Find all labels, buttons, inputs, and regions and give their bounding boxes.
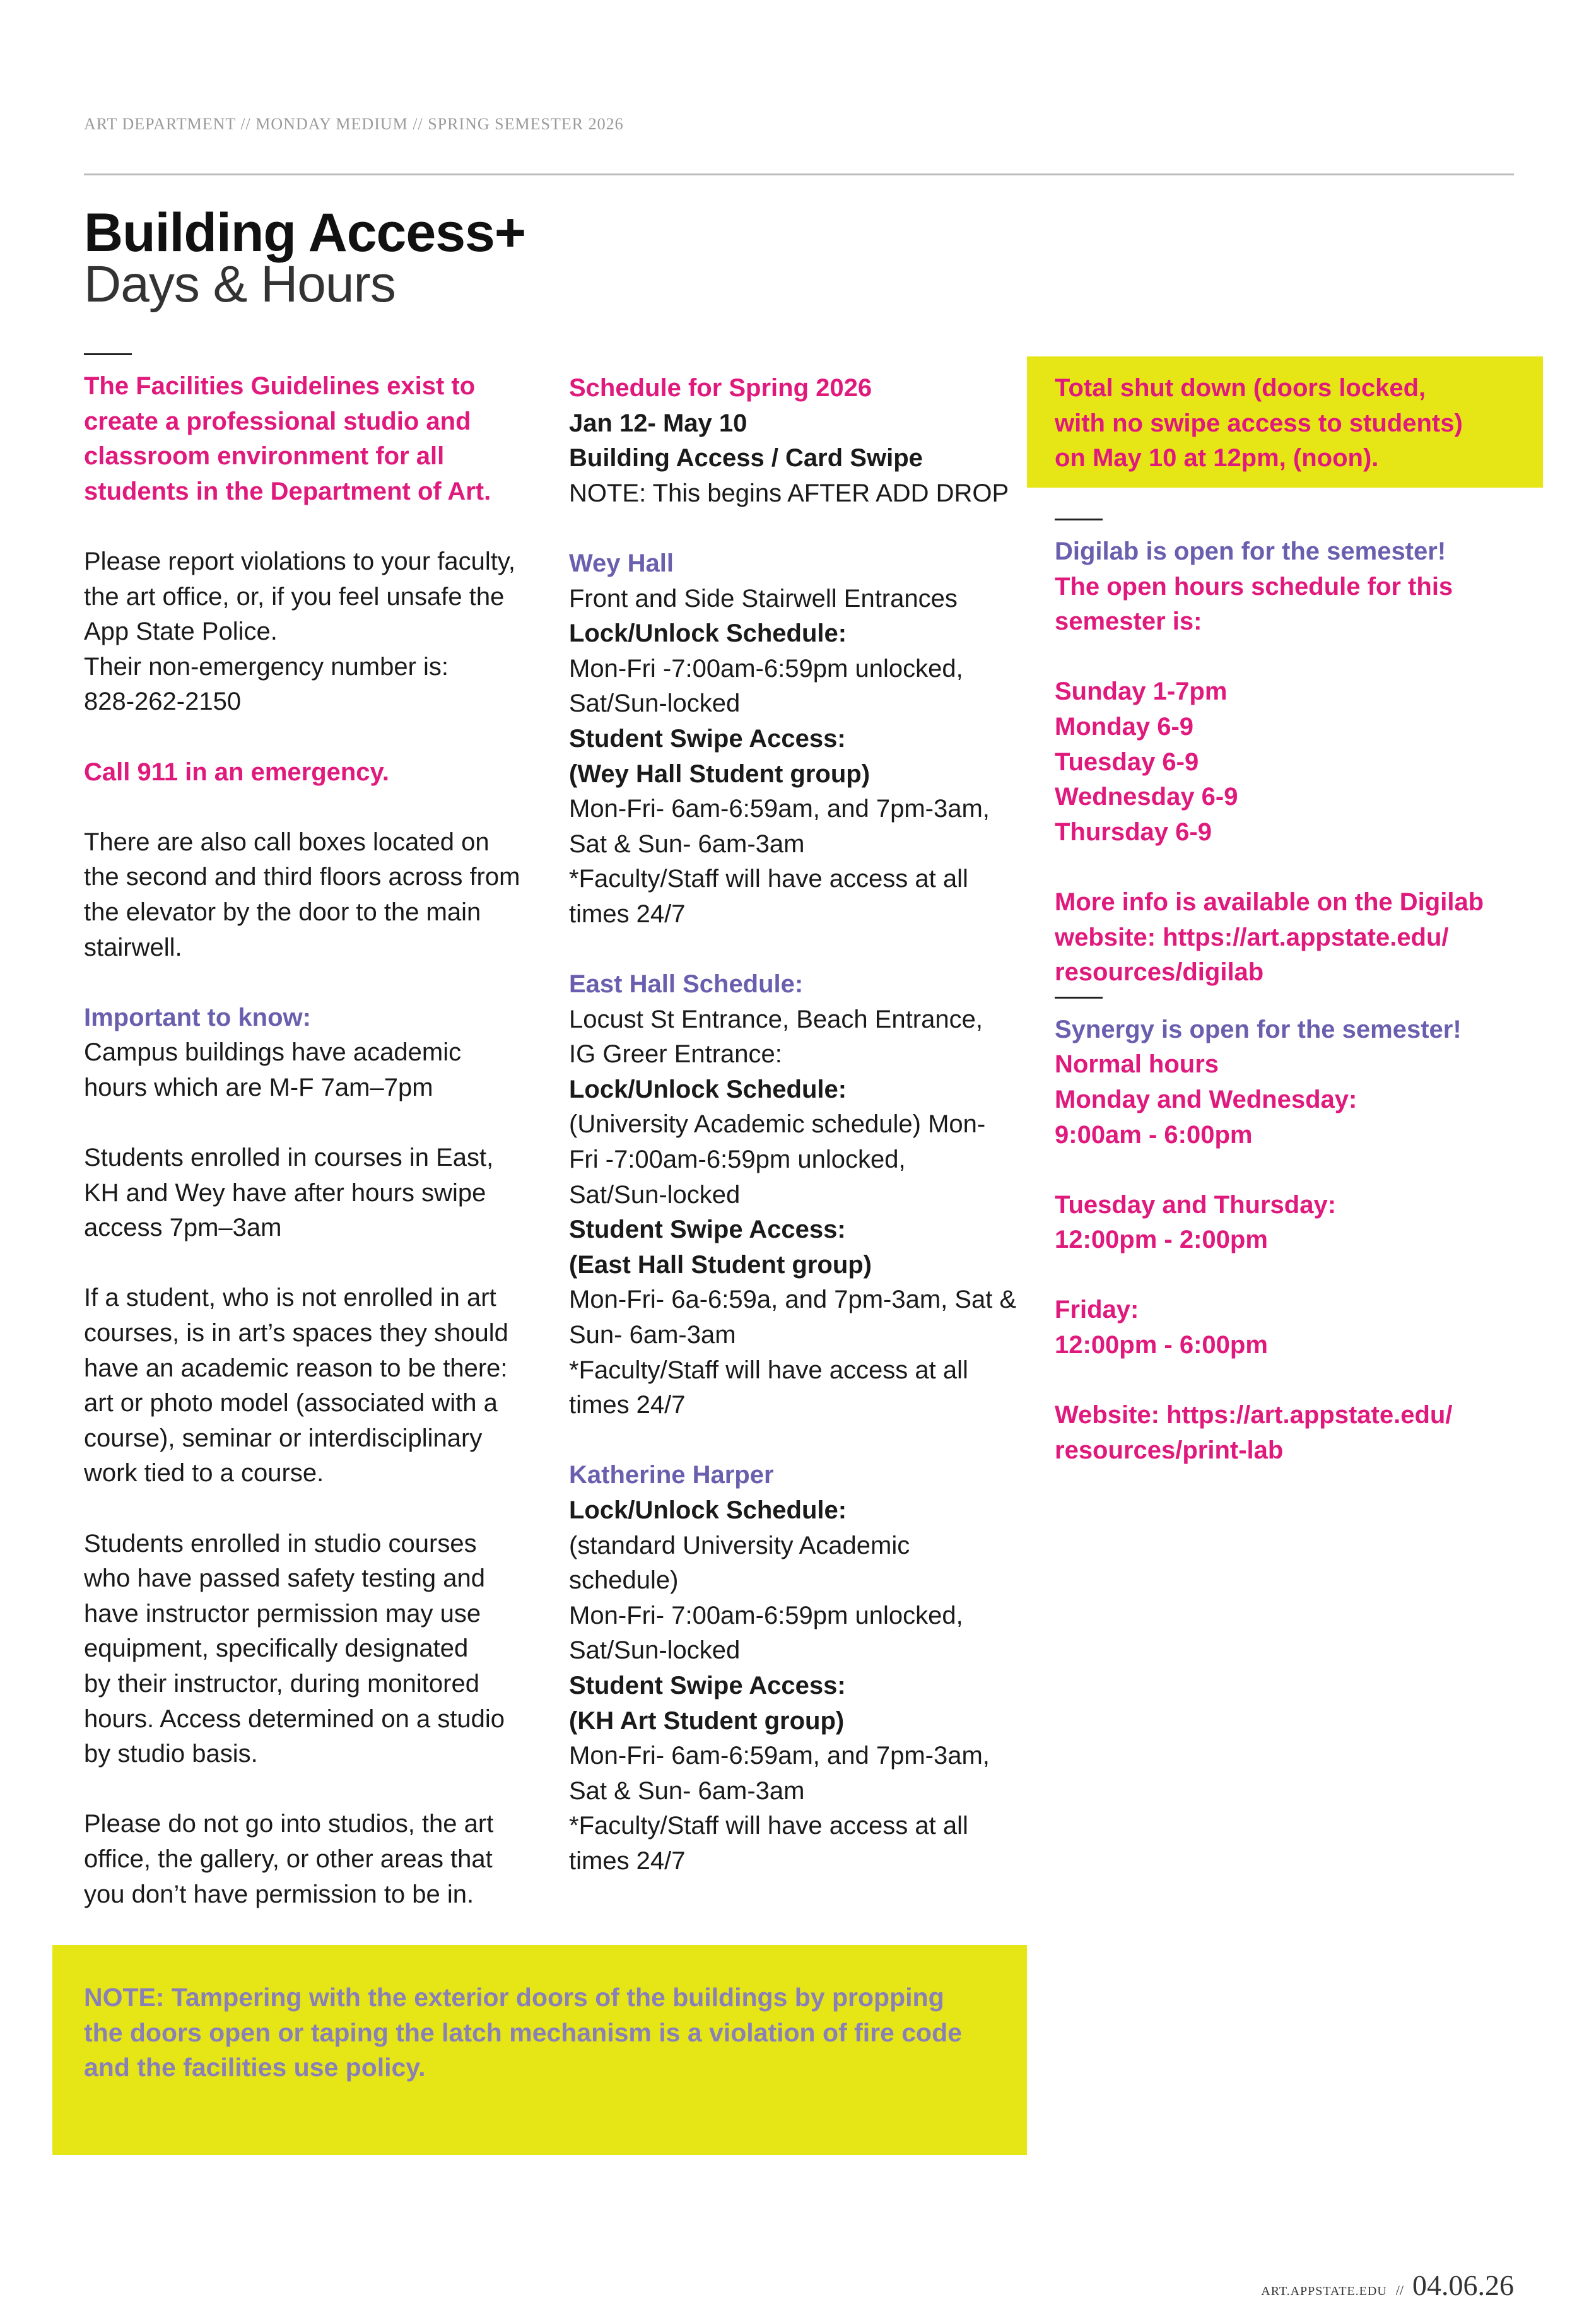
synergy-website[interactable]: Website: https://art.appstate.edu/ resources/print-lab [1055, 1401, 1453, 1464]
emergency-text: Call 911 in an emergency. [84, 758, 389, 786]
footer-url[interactable]: ART.APPSTATE.EDU [1261, 2284, 1387, 2298]
shutdown-text: Total shut down (doors locked, with no swipe access to students) on May 10 at 12pm, (noon). [1055, 374, 1463, 472]
section-rule [1055, 997, 1103, 999]
east-lock-label: Lock/Unlock Schedule: [569, 1075, 847, 1103]
kh-swipe-schedule: Mon-Fri- 6am-6:59am, and 7pm-3am, Sat & Sun- 6am-3am *Faculty/Staff will have access at all times 24/7 [569, 1742, 990, 1875]
call-boxes-text: There are also call boxes located on the second and third floors across from the elevator by the door to the main stairwell. [84, 828, 520, 961]
wey-entrances: Front and Side Stairwell Entrances [569, 584, 958, 613]
section-rule [1055, 519, 1103, 520]
section-rule [84, 353, 132, 355]
header-kicker: ART DEPARTMENT // MONDAY MEDIUM // SPRING SEMESTER 2026 [84, 115, 624, 133]
guidelines-intro: The Facilities Guidelines exist to create a professional studio and classroom environment for all students in the Department of Art. [84, 372, 491, 505]
not-enrolled-text: If a student, who is not enrolled in art courses, is in art’s spaces they should have an academic reason to be there: art or photo model (associated with a course), seminar or interdisciplinary work tied to a course. [84, 1284, 508, 1488]
column-labs [1055, 519, 1534, 1468]
digilab-intro: The open hours schedule for this semester is: [1055, 572, 1453, 636]
column-guidelines [84, 371, 551, 1912]
column-schedule [569, 371, 1036, 1879]
footer-date: 04.06.26 [1412, 2269, 1514, 2301]
header-divider [84, 173, 1514, 175]
wey-swipe-label: Student Swipe Access: (Wey Hall Student group) [569, 724, 871, 788]
synergy-friday: Friday: 12:00pm - 6:00pm [1055, 1296, 1268, 1359]
enrolled-students-text: Students enrolled in courses in East, KH and Wey have after hours swipe access 7pm–3am [84, 1144, 494, 1242]
wey-hall-heading: Wey Hall [569, 549, 674, 577]
katherine-harper-heading: Katherine Harper [569, 1461, 774, 1489]
report-violations-text: Please report violations to your faculty, the art office, or, if you feel unsafe the App State Police. Their non-emergency number is: 828-262-2150 [84, 547, 516, 716]
footer-separator: // [1395, 2282, 1404, 2298]
east-entrances: Locust St Entrance, Beach Entrance, IG Greer Entrance: [569, 1005, 983, 1069]
digilab-heading: Digilab is open for the semester! [1055, 537, 1446, 565]
east-hall-heading: East Hall Schedule: [569, 970, 804, 999]
important-text: Campus buildings have academic hours which are M-F 7am–7pm [84, 1038, 462, 1101]
page-subtitle: Days & Hours [84, 255, 396, 313]
east-lock-schedule: (University Academic schedule) Mon- Fri -7:00am-6:59pm unlocked, Sat/Sun-locked [569, 1110, 986, 1209]
studio-courses-text: Students enrolled in studio courses who have passed safety testing and have instructor permission may use equipment, specifically designated by their instructor, during monitored hours. Access determined on a studio by studio basis. [84, 1529, 505, 1768]
kh-lock-schedule: (standard University Academic schedule) Mon-Fri- 7:00am-6:59pm unlocked, Sat/Sun-locked [569, 1531, 963, 1665]
schedule-access: Building Access / Card Swipe [569, 444, 923, 472]
permission-text: Please do not go into studios, the art office, the gallery, or other areas that you don’t have permission to be in. [84, 1810, 494, 1908]
schedule-dates: Jan 12- May 10 [569, 409, 747, 437]
footer [1261, 2268, 1514, 2302]
wey-swipe-schedule: Mon-Fri- 6am-6:59am, and 7pm-3am, Sat & Sun- 6am-3am *Faculty/Staff will have access at all times 24/7 [569, 795, 990, 928]
important-heading: Important to know: [84, 1003, 311, 1031]
east-swipe-label: Student Swipe Access: (East Hall Student group) [569, 1216, 872, 1279]
digilab-info[interactable]: More info is available on the Digilab website: https://art.appstate.edu/ resources/digilab [1055, 888, 1484, 987]
page-title: Building Access+ [84, 202, 526, 263]
wey-lock-schedule: Mon-Fri -7:00am-6:59pm unlocked, Sat/Sun-locked [569, 654, 963, 718]
schedule-note: NOTE: This begins AFTER ADD DROP [569, 479, 1009, 507]
synergy-heading: Synergy is open for the semester! [1055, 1015, 1462, 1043]
digilab-hours: Sunday 1-7pm Monday 6-9 Tuesday 6-9 Wednesday 6-9 Thursday 6-9 [1055, 678, 1238, 846]
schedule-heading: Schedule for Spring 2026 [569, 374, 872, 402]
kh-lock-label: Lock/Unlock Schedule: [569, 1496, 847, 1524]
synergy-normal-hours: Normal hours Monday and Wednesday: 9:00am - 6:00pm [1055, 1050, 1357, 1149]
wey-lock-label: Lock/Unlock Schedule: [569, 619, 847, 648]
synergy-tue-thu: Tuesday and Thursday: 12:00pm - 2:00pm [1055, 1190, 1337, 1254]
tampering-note: NOTE: Tampering with the exterior doors of the buildings by propping the doors open or taping the latch mechanism is a violation of fire code and the facilities use policy. [84, 1983, 962, 2082]
kh-swipe-label: Student Swipe Access: (KH Art Student group) [569, 1671, 846, 1735]
east-swipe-schedule: Mon-Fri- 6a-6:59a, and 7pm-3am, Sat & Sun- 6am-3am *Faculty/Staff will have access at all times 24/7 [569, 1286, 1017, 1419]
